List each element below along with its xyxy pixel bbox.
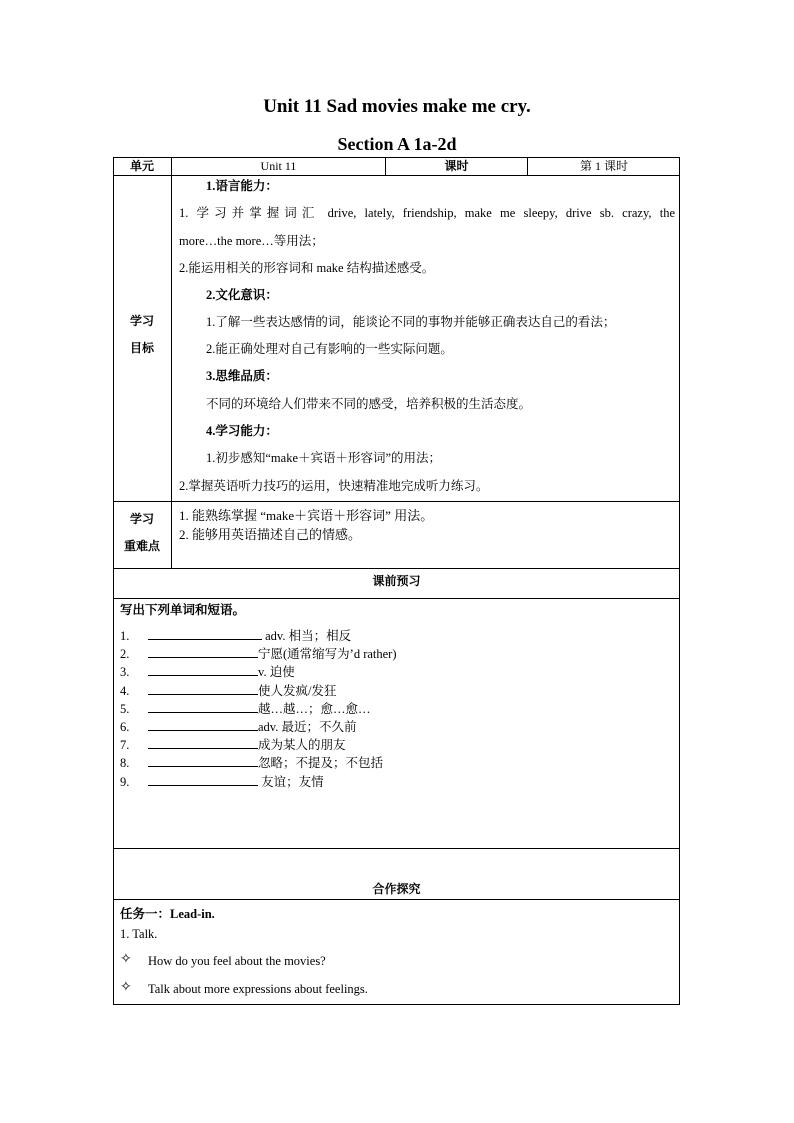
cooperation-heading: 合作探究	[372, 882, 421, 896]
task-step1: 1. Talk.	[120, 927, 158, 941]
list-item	[120, 754, 383, 772]
goals-label-line1: 学习	[129, 314, 154, 328]
list-item	[120, 736, 346, 754]
answer-blank[interactable]	[148, 682, 258, 695]
list-item	[120, 700, 371, 718]
item-hint: adv. 相当；相反	[262, 629, 352, 643]
unit-value: Unit 11	[260, 159, 297, 173]
answer-blank[interactable]	[148, 754, 258, 767]
item-number: 5.	[120, 701, 130, 716]
table-divider	[113, 175, 680, 176]
list-item	[120, 645, 397, 663]
table-divider	[113, 598, 680, 599]
table-column-divider	[171, 157, 172, 568]
table-divider	[113, 848, 680, 849]
item-number: 1.	[120, 629, 130, 643]
keypoints-label-line2: 重难点	[123, 539, 160, 553]
thinking-item1: 不同的环境给人们带来不同的感受，培养积极的生活态度。	[206, 397, 532, 411]
item-hint: v. 迫使	[258, 665, 295, 680]
goals-label-line2: 目标	[129, 341, 154, 355]
item-hint: adv. 最近；不久前	[258, 720, 357, 734]
bullet-item1: How do you feel about the movies?	[148, 954, 326, 968]
keypoint-item1: 1. 能熟练掌握 “make＋宾语＋形容词” 用法。	[179, 508, 434, 523]
answer-blank[interactable]	[148, 773, 258, 786]
thinking-heading: 3.思维品质：	[206, 369, 278, 383]
item-hint: 友谊；友情	[258, 774, 324, 789]
item-hint: 使人发疯/发狂	[258, 683, 337, 698]
period-value: 第 1 课时	[579, 159, 628, 173]
language-item1-line2: more…the more…等用法；	[179, 234, 324, 248]
page-title: Unit 11 Sad movies make me cry.	[263, 96, 531, 117]
answer-blank[interactable]	[148, 645, 258, 658]
learning-item1: 1.初步感知“make＋宾语＋形容词”的用法；	[206, 451, 442, 465]
list-item	[120, 682, 336, 700]
item-hint: 成为某人的朋友	[258, 738, 346, 753]
culture-heading: 2.文化意识：	[206, 288, 278, 302]
diamond-bullet-icon: ✧	[120, 952, 132, 967]
item-number: 9.	[120, 774, 130, 789]
diamond-bullet-icon: ✧	[120, 980, 132, 995]
language-heading: 1.语言能力：	[206, 179, 278, 193]
item-number: 3.	[120, 665, 130, 680]
culture-item1: 1.了解一些表达感情的词，能谈论不同的事物并能够正确表达自己的看法；	[206, 315, 616, 329]
list-item	[120, 773, 324, 791]
item-hint: 宁愿(通常缩写为’d rather)	[258, 647, 397, 662]
item-number: 6.	[120, 720, 130, 734]
answer-blank[interactable]	[148, 663, 258, 676]
unit-label: 单元	[129, 159, 154, 173]
bullet-item2: Talk about more expressions about feelings.	[148, 982, 368, 996]
table-divider	[113, 568, 680, 569]
learning-heading: 4.学习能力：	[206, 424, 278, 438]
item-hint: 越…越…；愈…愈…	[258, 701, 371, 716]
keypoints-label-line1: 学习	[129, 512, 154, 526]
list-item	[120, 627, 351, 645]
table-divider	[113, 501, 680, 502]
task-label: 任务一：Lead-in.	[120, 907, 215, 921]
language-item2: 2.能运用相关的形容词和 make 结构描述感受。	[179, 261, 435, 275]
keypoint-item2: 2. 能够用英语描述自己的情感。	[179, 527, 362, 542]
item-number: 2.	[120, 647, 130, 662]
list-item	[120, 718, 357, 736]
page-subtitle: Section A 1a-2d	[337, 134, 457, 154]
item-number: 8.	[120, 756, 130, 771]
period-label: 课时	[444, 159, 469, 173]
preview-instruction: 写出下列单词和短语。	[120, 603, 246, 617]
preview-heading: 课前预习	[372, 574, 421, 588]
item-number: 7.	[120, 738, 130, 753]
answer-blank[interactable]	[148, 627, 262, 640]
culture-item2: 2.能正确处理对自己有影响的一些实际问题。	[206, 342, 453, 356]
list-item	[120, 663, 295, 681]
answer-blank[interactable]	[148, 736, 258, 749]
answer-blank[interactable]	[148, 718, 258, 731]
answer-blank[interactable]	[148, 700, 258, 713]
item-number: 4.	[120, 683, 130, 698]
table-divider	[113, 899, 680, 900]
learning-item2: 2.掌握英语听力技巧的运用，快速精准地完成听力练习。	[179, 479, 489, 493]
language-item1-line1: 1. 学习并掌握词汇 drive, lately, friendship, make me sleepy, drive sb. crazy, the	[179, 206, 675, 220]
item-hint: 忽略；不提及；不包括	[258, 756, 384, 771]
